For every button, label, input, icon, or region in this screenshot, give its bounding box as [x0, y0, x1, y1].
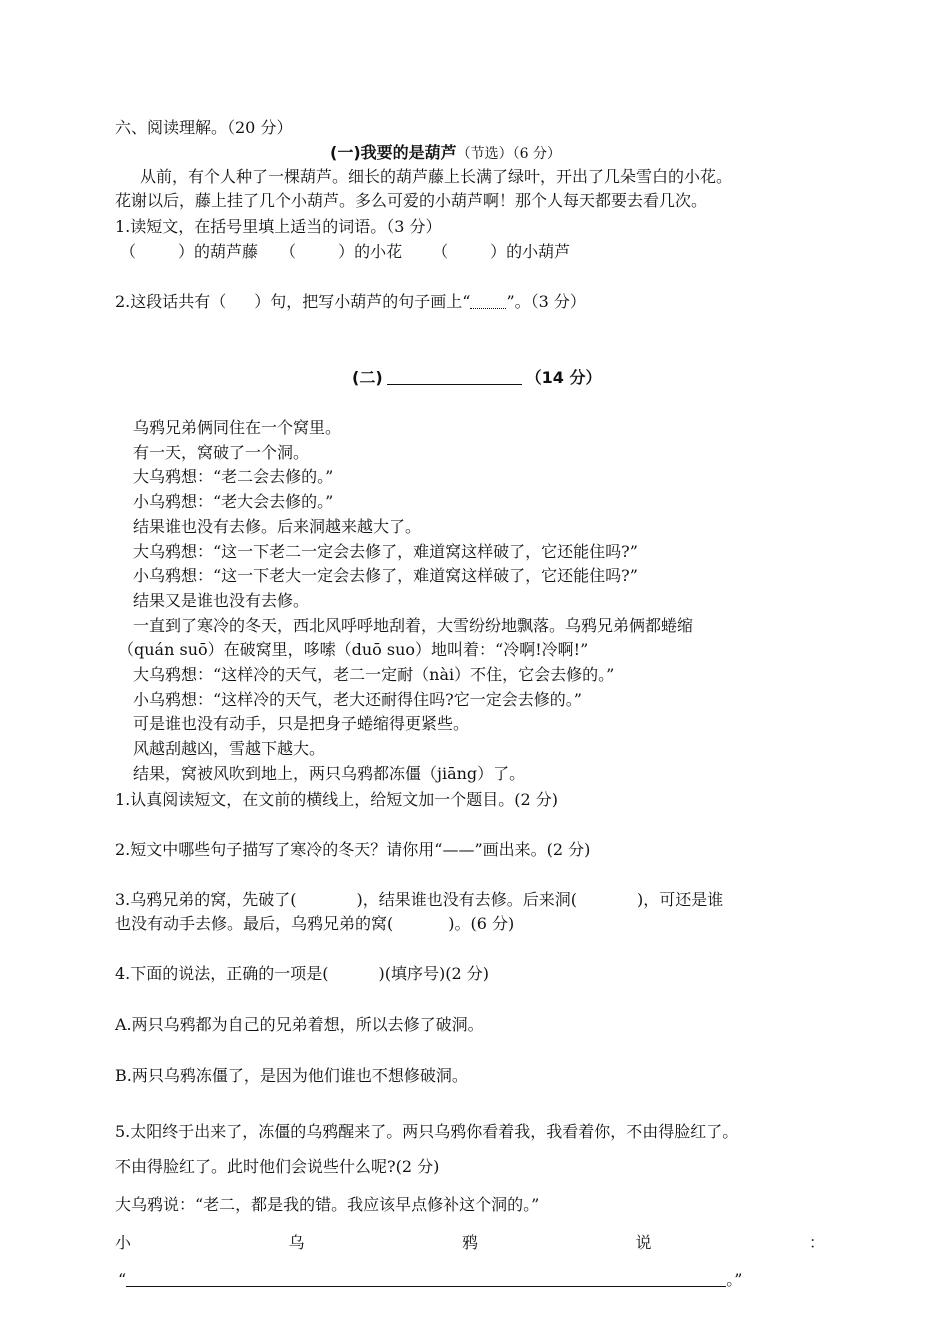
passage2-q3-line2	[115, 914, 514, 934]
paren-close: ）	[338, 242, 355, 261]
big-crow-says: 大乌鸦说：“老二，都是我的错。我应该早点修补这个洞的。”	[115, 1195, 540, 1214]
passage2-q2: 2.短文中哪些句子描写了寒冷的冬天？请你用“——”画出来。(2 分)	[115, 840, 591, 859]
q3-part2: )，结果谁也没有去修。后来洞(	[356, 890, 578, 909]
title-answer-line[interactable]	[387, 368, 522, 385]
passage1-title-text: (一)我要的是葫芦	[330, 143, 457, 162]
passage2-line: 一直到了寒冷的冬天，西北风呼呼地刮着，大雪纷纷地飘落。乌鸦兄弟俩都蜷缩	[133, 616, 694, 635]
quote-open: “	[118, 1270, 127, 1289]
passage1-q2	[115, 292, 586, 312]
q4-part1: 4.下面的说法，正确的一项是(	[115, 964, 329, 983]
paren-open: （	[120, 242, 137, 261]
passage2-line: 小乌鸦想：“这样冷的天气，老大还耐得住吗?它一定会去修的。”	[133, 690, 582, 709]
quote-close: 。”	[726, 1270, 743, 1289]
q3-part1: 3.乌鸦兄弟的窝，先破了(	[115, 890, 297, 909]
section-title: 六、阅读理解。（20 分）	[115, 118, 293, 137]
passage2-title-prefix: (二)	[352, 368, 383, 387]
option-b: B.两只乌鸦冻僵了，是因为他们谁也不想修破洞。	[115, 1066, 468, 1085]
blank-label-1: 的葫芦藤	[194, 242, 259, 261]
passage1-q1: 1.读短文，在括号里填上适当的词语。（3 分）	[115, 217, 442, 236]
passage2-title	[352, 368, 601, 388]
answer-line	[118, 1270, 742, 1290]
spread-char: 小	[115, 1233, 132, 1252]
q2-prefix: 2.这段话共有（	[115, 292, 227, 311]
spread-char: 鸦	[461, 1233, 478, 1252]
blank-label-2: 的小花	[354, 242, 403, 261]
passage2-q1: 1.认真阅读短文，在文前的横线上，给短文加一个题目。(2 分)	[115, 790, 559, 809]
underline-sample	[470, 292, 506, 309]
q3-part5: )。(6 分)	[448, 914, 515, 933]
passage1-q1-blanks	[120, 242, 570, 262]
passage2-line: 大乌鸦想：“老二会去修的。”	[133, 467, 334, 486]
small-crow-says	[115, 1233, 825, 1253]
passage2-line: 乌鸦兄弟俩同住在一个窝里。	[133, 418, 342, 437]
q2-suffix: ”。（3 分）	[506, 292, 586, 311]
passage2-q4	[115, 964, 489, 984]
passage2-line: 结果又是谁也没有去修。	[133, 591, 310, 610]
blank-label-3: 的小葫芦	[506, 242, 571, 261]
passage2-line: 小乌鸦想：“这一下老大一定会去修了，难道窝这样破了，它还能住吗?”	[133, 566, 638, 585]
passage2-title-suffix: （14 分）	[525, 368, 602, 387]
passage1-title-note: （节选）（6 分）	[456, 146, 561, 162]
passage2-line: 小乌鸦想：“老大会去修的。”	[133, 492, 334, 511]
passage2-line: （quán suō）在破窝里，哆嗦（duō suo）地叫着：“冷啊!冷啊!”	[118, 640, 589, 659]
paren-open: （	[280, 242, 297, 261]
passage2-q5-line2: 不由得脸红了。此时他们会说些什么呢?(2 分)	[115, 1157, 440, 1176]
answer-input-line[interactable]	[126, 1270, 726, 1287]
spread-char: 乌	[288, 1233, 305, 1252]
passage1-line-1: 从前，有个人种了一棵葫芦。细长的葫芦藤上长满了绿叶，开出了几朵雪白的小花。	[140, 167, 733, 186]
passage2-line: 可是谁也没有动手，只是把身子蜷缩得更紧些。	[133, 714, 470, 733]
passage2-line: 结果谁也没有去修。后来洞越来越大了。	[133, 517, 422, 536]
q2-mid: ）句，把写小葫芦的句子画上“	[254, 292, 471, 311]
passage2-line: 有一天，窝破了一个洞。	[133, 443, 310, 462]
passage2-line: 风越刮越凶，雪越下越大。	[133, 739, 326, 758]
q4-part2: )(填序号)(2 分)	[378, 964, 489, 983]
passage2-line: 结果，窝被风吹到地上，两只乌鸦都冻僵（jiāng）了。	[133, 764, 526, 783]
passage2-line: 大乌鸦想：“这样冷的天气，老二一定耐（nài）不住，它会去修的。”	[133, 665, 615, 684]
passage1-line-2: 花谢以后，藤上挂了几个小葫芦。多么可爱的小葫芦啊！那个人每天都要去看几次。	[115, 191, 708, 210]
paren-close: ）	[178, 242, 195, 261]
passage2-q3-line1	[115, 890, 723, 910]
passage1-title	[330, 143, 561, 164]
option-a: A.两只乌鸦都为自己的兄弟着想，所以去修了破洞。	[115, 1015, 484, 1034]
passage2-line: 大乌鸦想：“这一下老二一定会去修了，难道窝这样破了，它还能住吗?”	[133, 542, 638, 561]
q3-part4: 也没有动手去修。最后，乌鸦兄弟的窝(	[115, 914, 394, 933]
paren-open: （	[432, 242, 449, 261]
spread-char: 说	[635, 1233, 652, 1252]
spread-char: ：	[808, 1233, 825, 1252]
q3-part3: )，可还是谁	[637, 890, 724, 909]
passage2-q5-line1: 5.太阳终于出来了，冻僵的乌鸦醒来了。两只乌鸦你看着我，我看着你，不由得脸红了。	[115, 1122, 739, 1141]
paren-close: ）	[490, 242, 507, 261]
